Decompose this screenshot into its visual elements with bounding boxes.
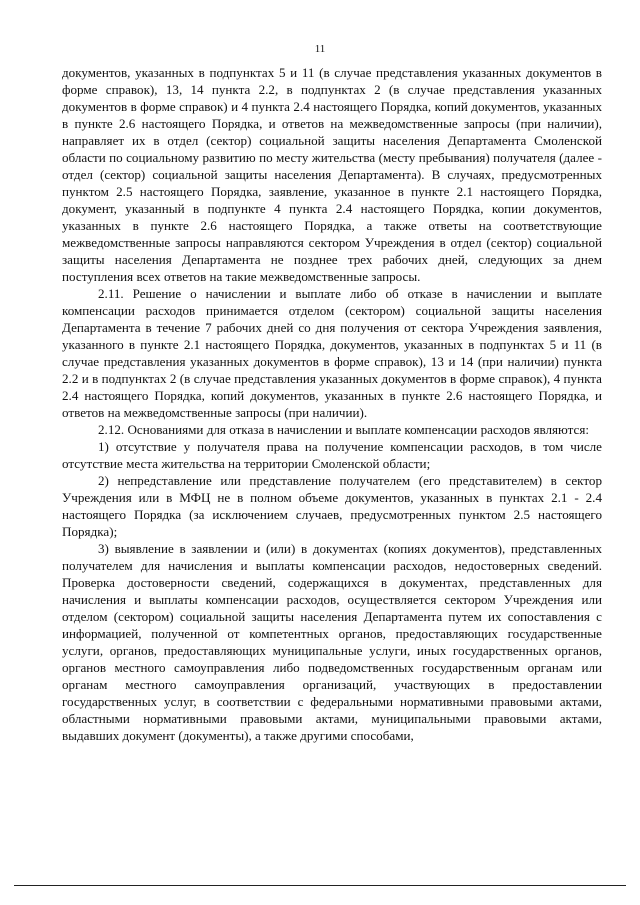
list-item-2: 2) непредставление или представление получателем (его представителем) в сектор Учреждения или в МФЦ не в полном объеме документов, указанных в пунктах 2.1 - 2.4 настоящего Порядка (за исключением случаев, предусмотренных пунктом 2.5 настоящего Порядка); (62, 473, 602, 539)
list-item-1: 1) отсутствие у получателя права на получение компенсации расходов, в том числе отсутствие места жительства на территории Смоленской области; (62, 439, 602, 471)
list-item-3: 3) выявление в заявлении и (или) в документах (копиях документов), представленных получателем для начисления и выплаты компенсации расходов, недостоверных сведений. Проверка достоверности сведений, содержащихся в документах, представленных для начисления и выплаты компенсации расходов, осуществляется сектором Учреждения или отделом (сектором) социальной защиты населения Департамента путем их сопоставления с информацией, полученной от компетентных органов, предоставляющих государственные услуги, органов, предоставляющих муниципальные услуги, иных государственных органов, органов местного самоуправления либо подведомственных государственным органам или органам местного самоуправления организаций, участвующих в предоставлении государственных услуг, в соответствии с федеральными нормативными правовыми актами, областными нормативными правовыми актами, муниципальными правовыми актами, выдавших документ (документы), а также другими способами, (62, 541, 602, 743)
page-number: 11 (314, 43, 326, 55)
paragraph-2-12: 2.12. Основаниями для отказа в начислении и выплате компенсации расходов являются: (98, 422, 590, 437)
paragraph-2-11: 2.11. Решение о начислении и выплате либо об отказе в начислении и выплате компенсации расходов принимается отделом (сектором) социальной защиты населения Департамента в течение 7 рабочих дней со дня получения от сектора Учреждения заявления, указанного в пункте 2.1 настоящего Порядка, документов, указанных в подпунктах 5 и 11 (в случае представления указанных документов в форме справок), 13 и 14 (при наличии) пункта 2.2 и в подпунктах 2 (в случае представления указанных документов в форме справок), 4 пункта 2.4 настоящего Порядка, копий документов, указанных в пункте 2.6 настоящего Порядка, и ответов на межведомственные запросы (при наличии). (62, 286, 602, 420)
document-body (62, 64, 602, 744)
paragraph-continuation: документов, указанных в подпунктах 5 и 11 (в случае представления указанных документов в форме справок), 13, 14 пункта 2.2, в подпунктах 2 (в случае представления указанных документов в форме справок) и 4 пункта 2.4 настоящего Порядка, копий документов, указанных в пункте 2.6 настоящего Порядка, и ответов на межведомственные запросы (при наличии), направляет их в отдел (сектор) социальной защиты населения Департамента Смоленской области по социальному развитию по месту жительства (месту пребывания) получателя (далее - отдел (сектор) социальной защиты населения Департамента). В случаях, предусмотренных пунктом 2.5 настоящего Порядка, заявление, указанное в пункте 2.1 настоящего Порядка, документ, указанный в подпункте 4 пункта 2.4 настоящего Порядка, копии документов, указанных в пункте 2.6 настоящего Порядка, а также ответы на соответствующие межведомственные запросы направляются сектором Учреждения в отдел (сектор) социальной защиты населения Департамента не позднее трех рабочих дней, следующих за днем поступления всех ответов на такие межведомственные запросы. (62, 65, 602, 284)
bottom-rule (14, 885, 626, 886)
